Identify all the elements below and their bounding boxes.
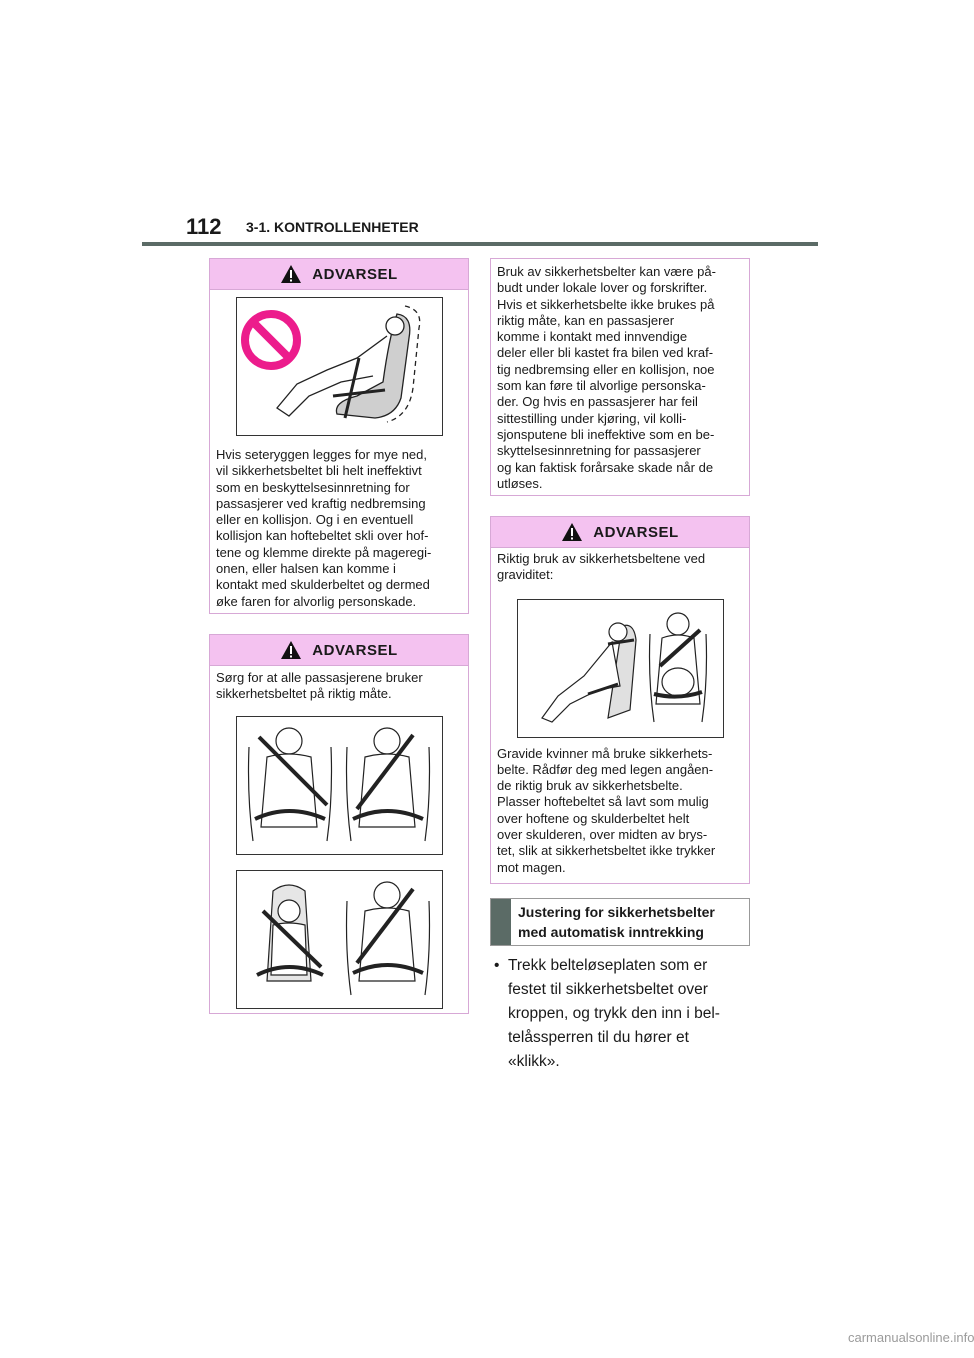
adult-figure-1 (249, 728, 332, 841)
warning-header (491, 517, 749, 548)
warning-icon (280, 264, 302, 284)
pregnancy-belt-illustration (517, 599, 724, 738)
heading-text: Justering for sikkerhetsbelter med automatisk inntrekking (518, 904, 715, 940)
pregnant-side-figure (542, 623, 636, 722)
instruction-text: Trekk belteløseplaten som er festet til sikkerhetsbeltet over kroppen, og trykk den inn i bel- telåssperren til du hører et «klikk». (508, 957, 720, 1070)
reclined-seat-illustration (236, 297, 443, 436)
instruction-bullet (494, 954, 754, 1074)
header-rule (142, 242, 818, 246)
belt-illustration-children (236, 870, 443, 1009)
section-title: 3-1. KONTROLLENHETER (246, 219, 419, 235)
watermark: carmanualsonline.info (848, 1330, 974, 1345)
adult-figure-3 (347, 882, 430, 995)
pregnant-front-figure (650, 613, 707, 722)
bullet-dot: • (494, 957, 500, 974)
warning-icon (561, 522, 583, 542)
belt-illustration-adults (236, 716, 443, 855)
prohibition-icon (245, 314, 297, 366)
warning-header (210, 259, 468, 290)
warning-text: Sørg for at alle passasjerene bruker sikkerhetsbeltet på riktig måte. (216, 670, 423, 702)
warning-icon (280, 640, 302, 660)
warning-title: ADVARSEL (312, 265, 398, 283)
adult-figure-2 (347, 728, 430, 841)
warning-text: Hvis seteryggen legges for mye ned, vil sikkerhetsbeltet bli helt ineffektivt som en beskyttelsesinnretning for passasjerer ved kraftig nedbremsing eller en kollisjon. Og i en eventuell kollisjon kan hoftebeltet skli over hof- tene og klemme direkte på mageregi- onen, eller halsen kan komme i kontakt med skulderbeltet og dermed øke faren for alvorlig personskade. (216, 447, 432, 609)
notice-box-legal (490, 258, 750, 496)
warning-text: Gravide kvinner må bruke sikkerhets- belte. Rådfør deg med legen angåen- de riktig bruk av sikkerhetsbelte. Plasser hoftebeltet så lavt som mulig over hoftene og skulderbeltet helt over skulderen, over midten av brys- tet, slik at sikkerhetsbeltet ikke trykker mot magen. (497, 745, 716, 875)
notice-text: Bruk av sikkerhetsbelter kan være på- budt under lokale lover og forskrifter. Hvis et sikkerhetsbelte ikke brukes på riktig måte, kan en passasjerer komme i kontakt med innvendige deler eller bli kastet fra bilen ved kraf- tig nedbremsing eller en kollisjon, noe som kan føre til alvorlige personska- der. Og hvis en passasjerer har feil sittestilling under kjøring, vil kolli- sjonsputene bli ineffektive som en be- skyttelsesinnretning for passasjerer og kan faktisk forårsake skade når de utløses. (497, 264, 716, 491)
heading-accent-bar (491, 899, 511, 945)
warning-title: ADVARSEL (312, 641, 398, 659)
warning-title: ADVARSEL (593, 523, 679, 541)
warning-header (210, 635, 468, 666)
warning-intro-text: Riktig bruk av sikkerhetsbeltene ved graviditet: (497, 551, 706, 583)
child-figure (257, 885, 323, 981)
section-heading-retractor (490, 898, 750, 946)
page-number: 112 (186, 214, 222, 239)
